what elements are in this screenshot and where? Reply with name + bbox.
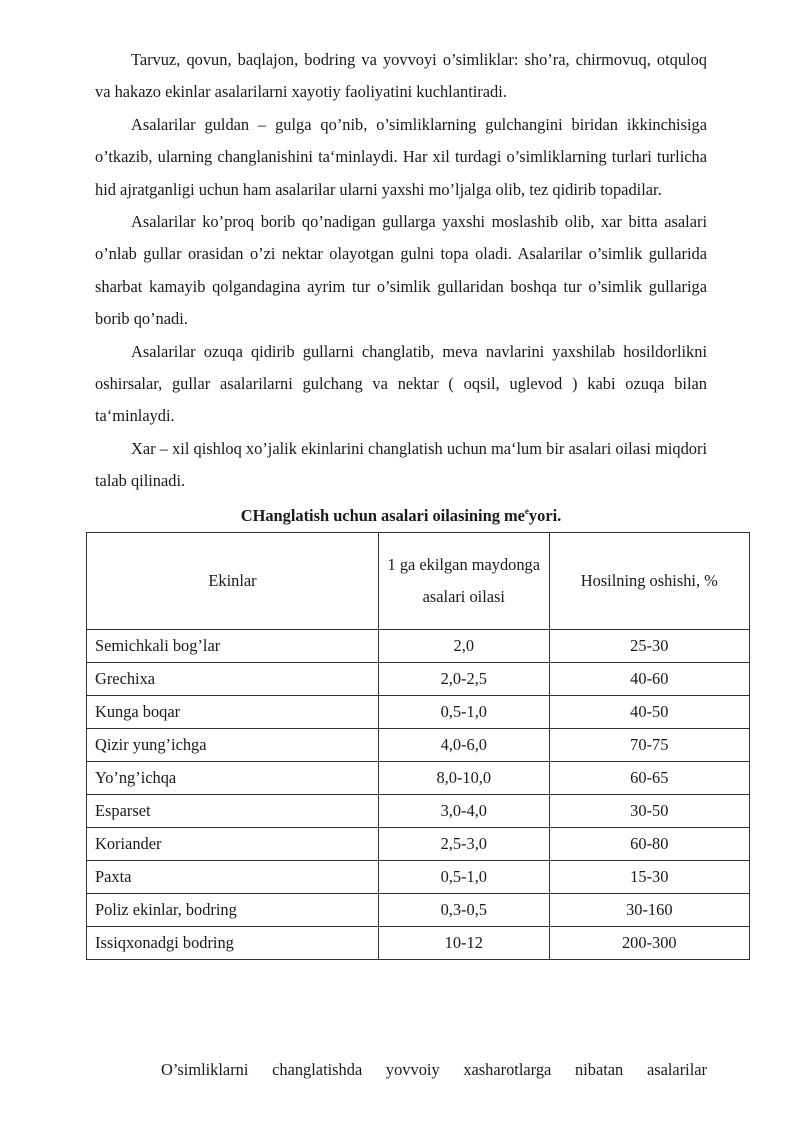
table-header-row [87, 532, 750, 629]
table-row [87, 695, 750, 728]
pollination-table [86, 532, 750, 960]
cell-families: 2,0 [378, 629, 549, 662]
table-title-end: yori. [528, 505, 562, 525]
table-row [87, 926, 750, 959]
cell-increase: 60-80 [549, 827, 749, 860]
cell-crop: Semichkali bog’lar [87, 629, 379, 662]
cell-families: 0,5-1,0 [378, 695, 549, 728]
cell-crop: Issiqxonadgi bodring [87, 926, 379, 959]
cell-increase: 40-50 [549, 695, 749, 728]
document-page [95, 44, 718, 960]
cell-families: 10-12 [378, 926, 549, 959]
cell-crop: Esparset [87, 794, 379, 827]
cell-crop: Yo’ng’ichqa [87, 761, 379, 794]
table-row [87, 761, 750, 794]
cell-increase: 25-30 [549, 629, 749, 662]
cell-increase: 70-75 [549, 728, 749, 761]
header-yield-increase: Hosilning oshishi, % [549, 532, 749, 629]
table-title-main: CHanglatish uchun asalari oilasining me [240, 505, 525, 525]
cell-crop: Kunga boqar [87, 695, 379, 728]
table-row [87, 662, 750, 695]
header-crops: Ekinlar [87, 532, 379, 629]
table-row [87, 827, 750, 860]
cell-crop: Koriander [87, 827, 379, 860]
paragraph-2: Asalarilar guldan – gulga qo’nib, o’simliklarning gulchangini biridan ikkinchisiga o’tkazib, ularning changlanishini ta‘minlaydi. Har xil turdagi o’simliklarning turlari turlicha hid ajratganligi uchun ham asalarilar ularni yaxshi mo’ljalga olib, tez qidirib topadilar. [95, 114, 707, 199]
cell-crop: Grechixa [87, 662, 379, 695]
header-bee-families: 1 ga ekilgan maydonga asalari oilasi [378, 532, 549, 629]
paragraph-1: Tarvuz, qovun, baqlajon, bodring va yovvoyi o’simliklar: sho’ra, chirmovuq, otquloq va hakazo ekinlar asalarilarni xayotiy faoliyatini kuchlantiradi. [95, 50, 707, 102]
cell-families: 3,0-4,0 [378, 794, 549, 827]
table-title-superscript: e [524, 505, 529, 516]
table-row [87, 629, 750, 662]
cell-crop: Qizir yung’ichga [87, 728, 379, 761]
table-title [95, 506, 707, 526]
cell-crop: Paxta [87, 860, 379, 893]
cell-families: 4,0-6,0 [378, 728, 549, 761]
cell-families: 8,0-10,0 [378, 761, 549, 794]
cell-increase: 30-160 [549, 893, 749, 926]
paragraph-4: Asalarilar ozuqa qidirib gullarni changlatib, meva navlarini yaxshilab hosildorlikni oshirsalar, gullar asalarilarni gulchang va nektar ( oqsil, uglevod ) kabi ozuqa bilan ta‘minlaydi. [95, 341, 707, 426]
cell-increase: 40-60 [549, 662, 749, 695]
cell-families: 0,5-1,0 [378, 860, 549, 893]
cell-increase: 30-50 [549, 794, 749, 827]
table-row [87, 728, 750, 761]
table-row [87, 794, 750, 827]
cell-families: 2,0-2,5 [378, 662, 549, 695]
cell-increase: 200-300 [549, 926, 749, 959]
cell-increase: 15-30 [549, 860, 749, 893]
paragraph-3: Asalarilar ko’proq borib qo’nadigan gullarga yaxshi moslashib olib, xar bitta asalari o’nlab gullar orasidan o’zi nektar olayotgan gulni topa oladi. Asalarilar o’simlik gullarida sharbat kamayib qolgandagina ayrim tur o’simlik gullaridan boshqa tur o’simlik gullariga borib qo’nadi. [95, 212, 707, 329]
cell-families: 0,3-0,5 [378, 893, 549, 926]
cell-families: 2,5-3,0 [378, 827, 549, 860]
cell-increase: 60-65 [549, 761, 749, 794]
table-row [87, 893, 750, 926]
cell-crop: Poliz ekinlar, bodring [87, 893, 379, 926]
closing-paragraph-fragment: O’simliklarni changlatishda yovvoiy xasharotlarga nibatan asalarilar [161, 1060, 707, 1079]
paragraph-5: Xar – xil qishloq xo’jalik ekinlarini changlatish uchun ma‘lum bir asalari oilasi miqdori talab qilinadi. [95, 438, 707, 491]
table-row [87, 860, 750, 893]
